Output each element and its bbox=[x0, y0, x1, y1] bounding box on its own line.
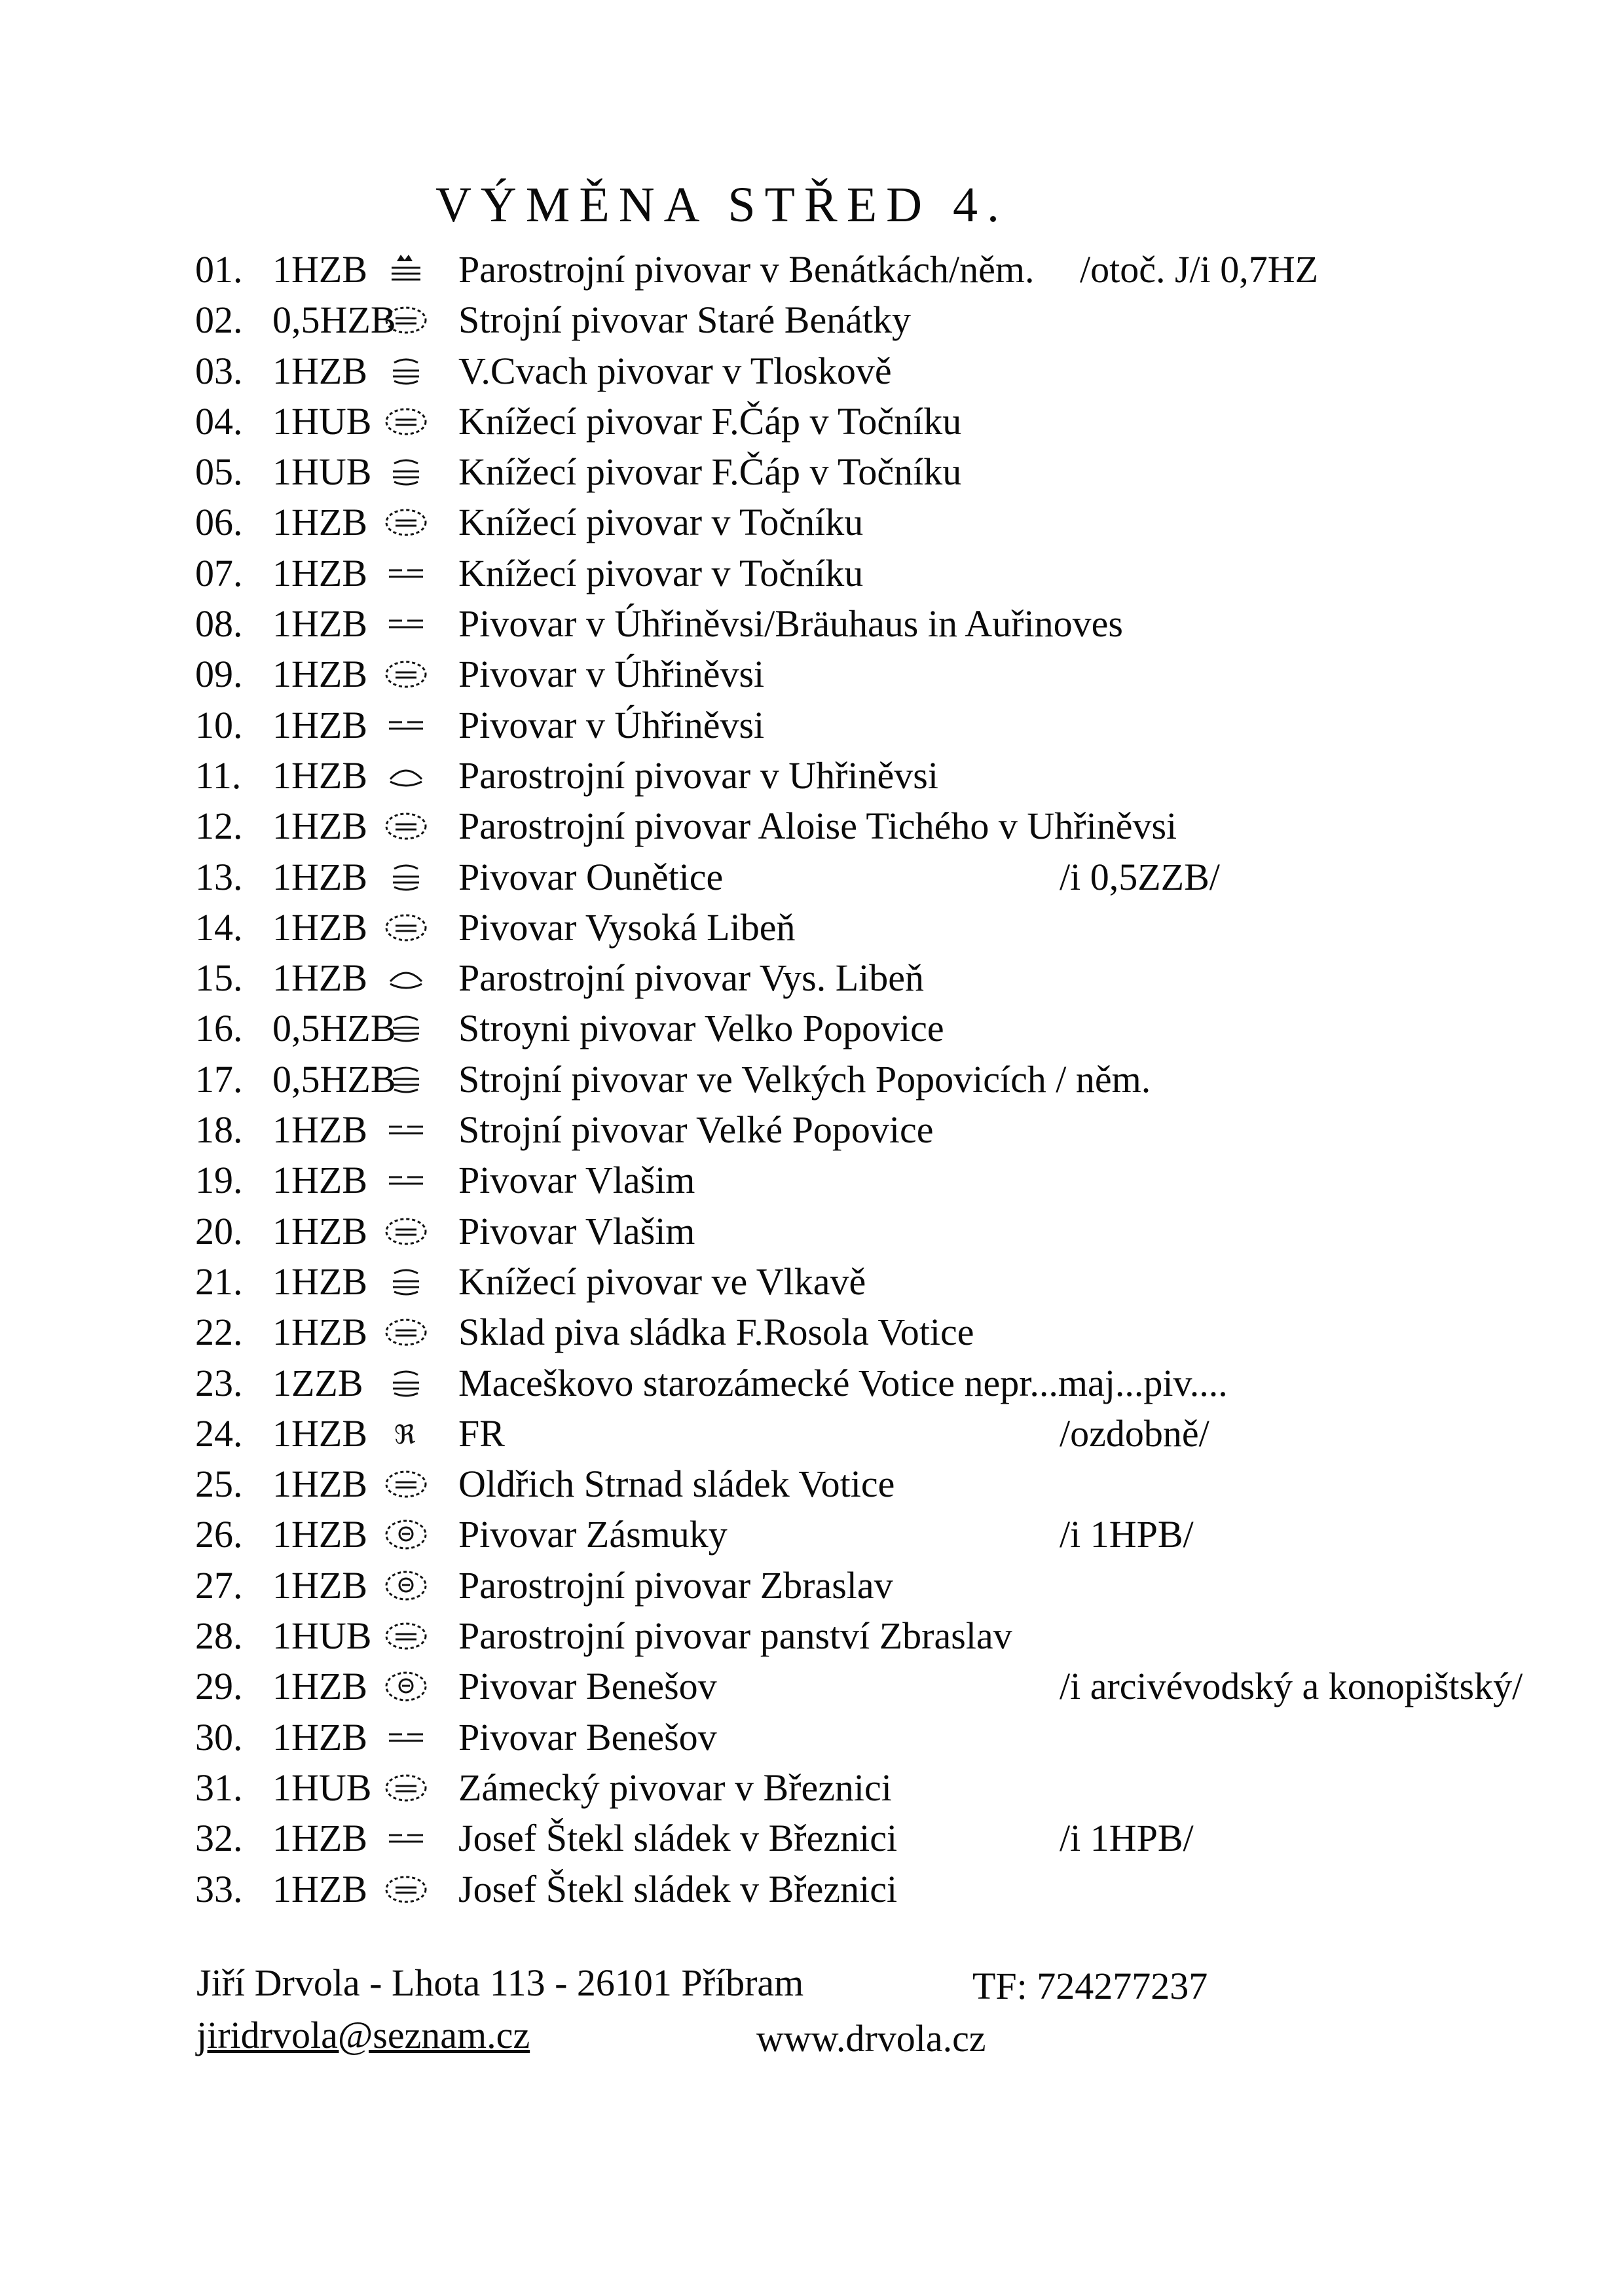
footer-email-wrap bbox=[196, 2016, 530, 2054]
item-code: 1HZB bbox=[272, 855, 367, 898]
oval-stamp-icon bbox=[380, 810, 432, 843]
item-number: 28. bbox=[195, 1614, 243, 1658]
item-number: 18. bbox=[195, 1108, 243, 1152]
item-description: Pivovar Zásmuky bbox=[458, 1513, 728, 1556]
list-item bbox=[195, 1560, 1583, 1611]
item-description: Sklad piva sládka F.Rosola Votice bbox=[458, 1311, 974, 1354]
item-note: /i 0,5ZZB/ bbox=[1060, 855, 1220, 898]
list-item bbox=[195, 295, 1583, 345]
item-description: Zámecký pivovar v Březnici bbox=[458, 1766, 892, 1809]
item-number: 08. bbox=[195, 602, 243, 646]
list-item bbox=[195, 598, 1583, 649]
arc-stamp-icon bbox=[380, 759, 432, 792]
item-description: Pivovar Vlašim bbox=[458, 1159, 695, 1202]
footer-address: Jiří Drvola - Lhota 113 - 26101 Příbram bbox=[196, 1961, 804, 2004]
item-code: 1HUB bbox=[272, 1614, 372, 1658]
item-description: Parostrojní pivovar v Uhřiněvsi bbox=[458, 754, 938, 797]
lines-stamp-icon bbox=[380, 1063, 432, 1096]
list-item bbox=[195, 1054, 1583, 1104]
item-number: 15. bbox=[195, 957, 243, 1000]
item-code: 1HZB bbox=[272, 1412, 367, 1455]
item-number: 21. bbox=[195, 1260, 243, 1303]
page-title: VÝMĚNA STŘED 4. bbox=[435, 177, 1009, 232]
list-item bbox=[195, 1358, 1583, 1408]
item-description: Strojní pivovar Velké Popovice bbox=[458, 1108, 934, 1152]
item-description: Josef Štekl sládek v Březnici bbox=[458, 1817, 898, 1860]
item-number: 19. bbox=[195, 1159, 243, 1202]
dashes-stamp-icon bbox=[380, 608, 432, 640]
item-code: 1HUB bbox=[272, 450, 372, 494]
item-code: 0,5HZB bbox=[272, 299, 396, 342]
crest-stamp-icon bbox=[380, 1569, 432, 1602]
list-item bbox=[195, 1256, 1583, 1307]
monogram-stamp-icon bbox=[380, 1417, 432, 1450]
lines-stamp-icon bbox=[380, 1367, 432, 1400]
item-code: 1HZB bbox=[272, 1159, 367, 1202]
item-description: FR bbox=[458, 1412, 505, 1455]
crown-stamp-icon bbox=[380, 253, 432, 286]
item-description: Oldřich Strnad sládek Votice bbox=[458, 1463, 895, 1506]
footer-website[interactable]: www.drvola.cz bbox=[756, 2017, 986, 2060]
item-number: 20. bbox=[195, 1209, 243, 1252]
item-number: 27. bbox=[195, 1563, 243, 1607]
list-item bbox=[195, 1813, 1583, 1863]
item-code: 1HZB bbox=[272, 1108, 367, 1152]
item-code: 1HZB bbox=[272, 602, 367, 646]
oval-stamp-icon bbox=[380, 304, 432, 337]
list-item bbox=[195, 700, 1583, 750]
item-description: Strojní pivovar Staré Benátky bbox=[458, 299, 912, 342]
item-description: Knížecí pivovar F.Čáp v Točníku bbox=[458, 450, 962, 494]
list-item bbox=[195, 1661, 1583, 1711]
item-description: Strojní pivovar ve Velkých Popovicích / něm. bbox=[458, 1057, 1151, 1101]
dashes-stamp-icon bbox=[380, 557, 432, 590]
lines-stamp-icon bbox=[380, 1266, 432, 1298]
oval-stamp-icon bbox=[380, 1772, 432, 1804]
item-note: /i 1HPB/ bbox=[1060, 1817, 1194, 1860]
item-number: 16. bbox=[195, 1007, 243, 1050]
item-description: Parostrojní pivovar v Benátkách/něm. bbox=[458, 248, 1035, 291]
item-number: 26. bbox=[195, 1513, 243, 1556]
lines-stamp-icon bbox=[380, 1012, 432, 1045]
dashes-stamp-icon bbox=[380, 709, 432, 742]
arc-stamp-icon bbox=[380, 962, 432, 994]
item-code: 1HZB bbox=[272, 1817, 367, 1860]
item-description: Pivovar Vlašim bbox=[458, 1209, 695, 1252]
oval-stamp-icon bbox=[380, 1215, 432, 1248]
item-note: /i arcivévodský a konopištský/ bbox=[1060, 1665, 1523, 1708]
item-description: Pivovar v Úhřiněvsi bbox=[458, 703, 765, 746]
oval-stamp-icon bbox=[380, 1620, 432, 1652]
item-code: 1HZB bbox=[272, 754, 367, 797]
lines-stamp-icon bbox=[380, 861, 432, 894]
exchange-list bbox=[195, 244, 1583, 1914]
oval-stamp-icon bbox=[380, 1873, 432, 1906]
item-number: 22. bbox=[195, 1311, 243, 1354]
list-item bbox=[195, 852, 1583, 902]
item-number: 23. bbox=[195, 1361, 243, 1404]
item-code: 1HZB bbox=[272, 501, 367, 544]
item-code: 1HZB bbox=[272, 551, 367, 594]
lines-stamp-icon bbox=[380, 355, 432, 388]
item-code: 1HZB bbox=[272, 703, 367, 746]
item-code: 0,5HZB bbox=[272, 1007, 396, 1050]
list-item bbox=[195, 1307, 1583, 1357]
item-code: 1HZB bbox=[272, 1209, 367, 1252]
list-item bbox=[195, 1408, 1583, 1459]
dashes-stamp-icon bbox=[380, 1164, 432, 1197]
lines-stamp-icon bbox=[380, 456, 432, 488]
list-item bbox=[195, 902, 1583, 953]
dashes-stamp-icon bbox=[380, 1114, 432, 1146]
list-item bbox=[195, 1611, 1583, 1661]
list-item bbox=[195, 1459, 1583, 1509]
list-item bbox=[195, 1762, 1583, 1813]
footer-phone: TF: 724277237 bbox=[972, 1965, 1208, 2007]
item-code: 1ZZB bbox=[272, 1361, 363, 1404]
item-description: Parostrojní pivovar Aloise Tichého v Uhřiněvsi bbox=[458, 805, 1177, 848]
item-number: 31. bbox=[195, 1766, 243, 1809]
item-number: 25. bbox=[195, 1463, 243, 1506]
list-item bbox=[195, 649, 1583, 699]
oval-stamp-icon bbox=[380, 658, 432, 691]
item-number: 01. bbox=[195, 248, 243, 291]
item-description: Pivovar Ounětice bbox=[458, 855, 724, 898]
item-code: 1HZB bbox=[272, 905, 367, 949]
item-code: 1HZB bbox=[272, 653, 367, 696]
list-item bbox=[195, 497, 1583, 547]
item-description: Parostrojní pivovar panství Zbraslav bbox=[458, 1614, 1012, 1658]
list-item bbox=[195, 548, 1583, 598]
item-code: 1HZB bbox=[272, 1867, 367, 1910]
item-number: 12. bbox=[195, 805, 243, 848]
item-description: Pivovar Benešov bbox=[458, 1665, 717, 1708]
svg-text:ℜ: ℜ bbox=[394, 1419, 416, 1450]
item-description: Parostrojní pivovar Vys. Libeň bbox=[458, 957, 924, 1000]
item-code: 1HUB bbox=[272, 1766, 372, 1809]
oval-stamp-icon bbox=[380, 1468, 432, 1501]
list-item bbox=[195, 953, 1583, 1003]
dashes-stamp-icon bbox=[380, 1822, 432, 1855]
dashes-stamp-icon bbox=[380, 1721, 432, 1754]
item-number: 02. bbox=[195, 299, 243, 342]
item-code: 1HZB bbox=[272, 1715, 367, 1758]
item-number: 32. bbox=[195, 1817, 243, 1860]
item-code: 1HZB bbox=[272, 1463, 367, 1506]
list-item bbox=[195, 1206, 1583, 1256]
item-code: 1HZB bbox=[272, 1260, 367, 1303]
item-code: 1HZB bbox=[272, 957, 367, 1000]
item-description: Stroyni pivovar Velko Popovice bbox=[458, 1007, 944, 1050]
list-item bbox=[195, 1509, 1583, 1559]
item-number: 09. bbox=[195, 653, 243, 696]
list-item bbox=[195, 446, 1583, 497]
list-item bbox=[195, 1712, 1583, 1762]
list-item bbox=[195, 1864, 1583, 1914]
item-code: 1HZB bbox=[272, 1563, 367, 1607]
item-description: Pivovar Benešov bbox=[458, 1715, 717, 1758]
item-code: 1HZB bbox=[272, 248, 367, 291]
item-code: 1HZB bbox=[272, 349, 367, 392]
item-description: V.Cvach pivovar v Tloskově bbox=[458, 349, 892, 392]
oval-stamp-icon bbox=[380, 911, 432, 944]
item-description: Parostrojní pivovar Zbraslav bbox=[458, 1563, 893, 1607]
crest-stamp-icon bbox=[380, 1518, 432, 1551]
item-number: 05. bbox=[195, 450, 243, 494]
item-code: 1HZB bbox=[272, 1665, 367, 1708]
footer-email-link[interactable]: jiridrvola@seznam.cz bbox=[196, 2014, 530, 2056]
item-number: 29. bbox=[195, 1665, 243, 1708]
item-number: 11. bbox=[195, 754, 242, 797]
item-note: /otoč. J/i 0,7HZ bbox=[1080, 248, 1319, 291]
item-note: /i 1HPB/ bbox=[1060, 1513, 1194, 1556]
item-number: 24. bbox=[195, 1412, 243, 1455]
item-description: Pivovar Vysoká Libeň bbox=[458, 905, 796, 949]
item-description: Knížecí pivovar v Točníku bbox=[458, 551, 864, 594]
item-code: 0,5HZB bbox=[272, 1057, 396, 1101]
item-description: Pivovar v Úhřiněvsi bbox=[458, 653, 765, 696]
item-note: /ozdobně/ bbox=[1060, 1412, 1209, 1455]
list-item bbox=[195, 801, 1583, 851]
oval-stamp-icon bbox=[380, 405, 432, 438]
list-item bbox=[195, 1003, 1583, 1053]
item-description: Maceškovo starozámecké Votice nepr...maj...piv.... bbox=[458, 1361, 1228, 1404]
item-number: 10. bbox=[195, 703, 243, 746]
crest-stamp-icon bbox=[380, 1670, 432, 1703]
item-description: Pivovar v Úhřiněvsi/Bräuhaus in Auřinoves bbox=[458, 602, 1123, 646]
item-number: 33. bbox=[195, 1867, 243, 1910]
list-item bbox=[195, 396, 1583, 446]
item-number: 14. bbox=[195, 905, 243, 949]
item-number: 13. bbox=[195, 855, 243, 898]
item-code: 1HZB bbox=[272, 1311, 367, 1354]
item-description: Knížecí pivovar F.Čáp v Točníku bbox=[458, 399, 962, 443]
list-item bbox=[195, 1104, 1583, 1155]
item-number: 03. bbox=[195, 349, 243, 392]
item-description: Knížecí pivovar v Točníku bbox=[458, 501, 864, 544]
item-number: 06. bbox=[195, 501, 243, 544]
oval-stamp-icon bbox=[380, 1316, 432, 1349]
item-description: Josef Štekl sládek v Březnici bbox=[458, 1867, 898, 1910]
item-code: 1HZB bbox=[272, 805, 367, 848]
oval-stamp-icon bbox=[380, 506, 432, 539]
item-number: 04. bbox=[195, 399, 243, 443]
list-item bbox=[195, 750, 1583, 801]
item-code: 1HUB bbox=[272, 399, 372, 443]
list-item bbox=[195, 346, 1583, 396]
item-number: 07. bbox=[195, 551, 243, 594]
list-item bbox=[195, 244, 1583, 295]
item-description: Knížecí pivovar ve Vlkavě bbox=[458, 1260, 866, 1303]
item-code: 1HZB bbox=[272, 1513, 367, 1556]
list-item bbox=[195, 1155, 1583, 1205]
item-number: 17. bbox=[195, 1057, 243, 1101]
item-number: 30. bbox=[195, 1715, 243, 1758]
